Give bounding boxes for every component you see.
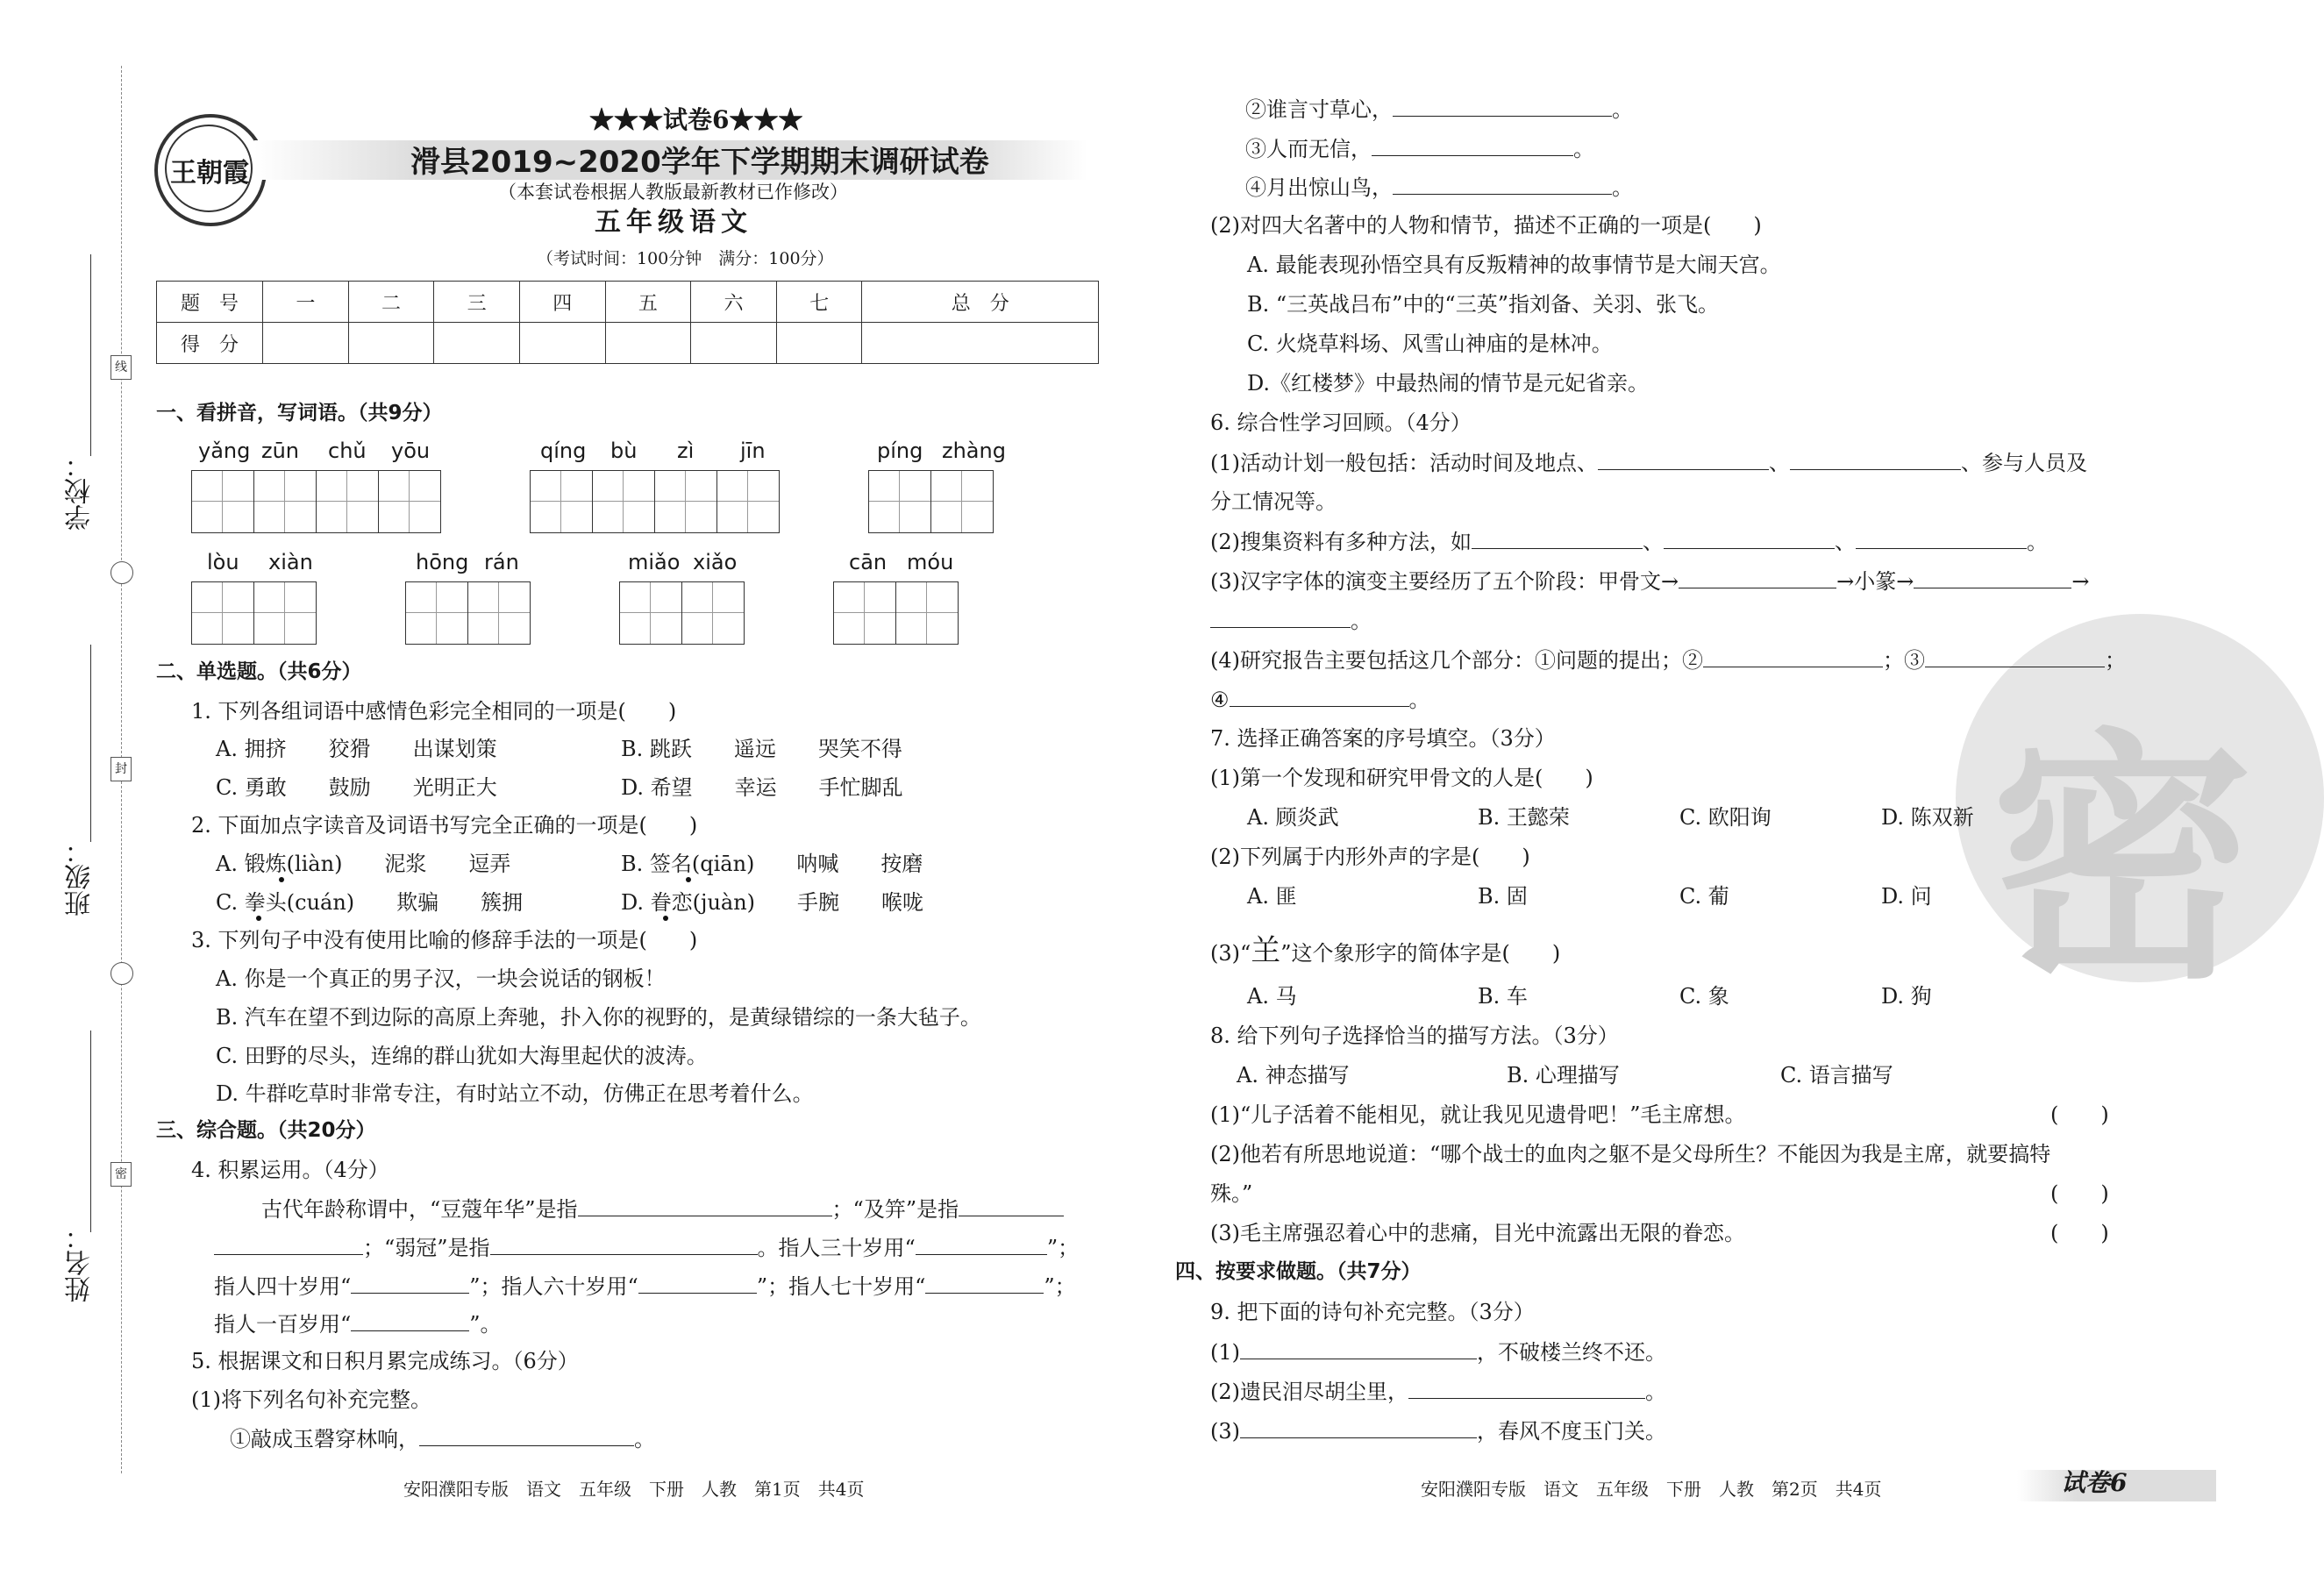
- subject-title: 五年级语文: [595, 207, 752, 238]
- pinyin-label: xiàn: [268, 550, 313, 574]
- pinyin-label: xiǎo: [693, 550, 738, 574]
- q7-part-1: (1)第一个发现和研究甲骨文的人是( ): [1210, 766, 1593, 790]
- q5-1-item-2: ②谁言寸草心， 。: [1245, 97, 1633, 122]
- writing-grid: [619, 581, 745, 645]
- emphasis-dot: [256, 916, 261, 921]
- class-label: 班级：: [65, 838, 96, 916]
- question-1: 1. 下列各组词语中感情色彩完全相同的一项是( ): [191, 699, 677, 724]
- exam-time: （考试时间：100分钟 满分：100分）: [537, 249, 834, 268]
- q9-line-2: (2)遗民泪尽胡尘里， 。: [1210, 1380, 1666, 1404]
- pinyin-label: móu: [907, 550, 954, 574]
- writing-cell[interactable]: [254, 582, 316, 644]
- series-label: ★★★试卷6★★★: [589, 105, 803, 134]
- emphasis-dot: [686, 877, 691, 882]
- answer-blank[interactable]: [1598, 450, 1769, 470]
- writing-grid: [191, 470, 441, 533]
- q6-line-4: (4)研究报告主要包括这几个部分：①问题的提出；② ；③ ；: [1210, 648, 2126, 673]
- question-3: 3. 下列句子中没有使用比喻的修辞手法的一项是( ): [191, 928, 698, 952]
- q4-line-4: 指人一百岁用“ ”。: [214, 1312, 502, 1337]
- option: D. 牛群吃草时非常专注，有时站立不动，仿佛正在思考着什么。: [216, 1081, 814, 1106]
- option: C. 语言描写: [1780, 1063, 1893, 1088]
- score-header-cell: 五: [605, 282, 691, 323]
- footer-badge: 试卷6: [2061, 1468, 2128, 1497]
- answer-blank[interactable]: [1240, 1418, 1477, 1438]
- pinyin-label: zūn: [261, 439, 300, 463]
- answer-blank[interactable]: [578, 1196, 832, 1216]
- pictograph-glyph: 𦍌: [1251, 933, 1281, 968]
- writing-grid: [868, 470, 994, 533]
- answer-blank[interactable]: [1703, 647, 1883, 667]
- pinyin-label: cān: [849, 550, 888, 574]
- q5-1-item-4: ④月出惊山鸟， 。: [1245, 175, 1633, 200]
- score-cell[interactable]: [862, 323, 1099, 364]
- score-value-row: [157, 323, 1099, 364]
- option: A. 最能表现孙悟空具有反叛精神的故事情节是大闹天宫。: [1247, 253, 1781, 277]
- writing-cell[interactable]: [869, 471, 931, 532]
- writing-cell[interactable]: [379, 471, 440, 532]
- pinyin-label: miǎo: [628, 550, 681, 574]
- watermark-char: 密: [1991, 708, 2254, 1014]
- exam-note: （本套试卷根据人教版最新教材已作修改）: [498, 182, 848, 203]
- score-header-cell: 三: [434, 282, 520, 323]
- score-header-cell: 总 分: [862, 282, 1099, 323]
- pinyin-label: rán: [484, 550, 519, 574]
- option: A. 你是一个真正的男子汉，一块会说话的钢板！: [216, 966, 666, 991]
- footer-right: 安阳濮阳专版 语文 五年级 下册 人教 第2页 共4页: [1421, 1479, 1882, 1500]
- option: C. 拳头(cuán) 欺骗 簇拥: [216, 890, 524, 915]
- option: A. 顾炎武: [1247, 805, 1339, 830]
- answer-blank[interactable]: [1925, 647, 2105, 667]
- score-cell[interactable]: [776, 323, 862, 364]
- question-9: 9. 把下面的诗句补充完整。（3分）: [1210, 1300, 1535, 1324]
- q5-1-item-3: ③人而无信， 。: [1245, 137, 1594, 161]
- pinyin-label: zhàng: [942, 439, 1006, 463]
- option: D. 希望 幸运 手忙脚乱: [621, 775, 903, 800]
- pinyin-label: qíng: [540, 439, 587, 463]
- option: A. 马: [1247, 984, 1297, 1009]
- writing-cell[interactable]: [531, 471, 593, 532]
- answer-blank[interactable]: [1230, 687, 1409, 707]
- option: B. 汽车在望不到边际的高原上奔驰，扑入你的视野的，是黄绿错综的一条大毡子。: [216, 1005, 981, 1030]
- answer-blank[interactable]: [1664, 529, 1835, 549]
- answer-blank[interactable]: [1472, 529, 1643, 549]
- q6-line-3: (3)汉字字体的演变主要经历了五个阶段：甲骨文→ →小篆→ →: [1210, 569, 2090, 594]
- option: B. 王懿荣: [1478, 805, 1570, 830]
- logo-text: 王朝霞: [170, 158, 249, 189]
- answer-blank[interactable]: [1408, 1379, 1645, 1399]
- writing-grid: [405, 581, 531, 645]
- cut-mark-secret: 密: [110, 1162, 132, 1187]
- answer-blank[interactable]: [1210, 608, 1351, 628]
- pinyin-label: chǔ: [328, 439, 367, 463]
- q4-line-1: 古代年龄称谓中，“豆蔻年华”是指 ；“及笄”是指: [261, 1196, 1064, 1223]
- emphasis-dot: [663, 916, 668, 921]
- answer-blank[interactable]: [1393, 175, 1612, 195]
- q5-part-2: (2)对四大名著中的人物和情节，描述不正确的一项是( ): [1210, 213, 1762, 238]
- school-label: 学校：: [65, 452, 96, 531]
- writing-cell[interactable]: [655, 471, 717, 532]
- writing-cell[interactable]: [254, 471, 317, 532]
- answer-paren[interactable]: ( ): [2050, 1102, 2109, 1127]
- score-cell[interactable]: [519, 323, 605, 364]
- cut-mark-line: 线: [110, 355, 132, 380]
- score-cell[interactable]: [691, 323, 777, 364]
- section-3-title: 三、综合题。（共20分）: [156, 1119, 376, 1142]
- answer-blank[interactable]: [1393, 96, 1612, 117]
- q7-part-2: (2)下列属于内形外声的字是( ): [1210, 845, 1530, 869]
- score-cell[interactable]: [605, 323, 691, 364]
- q9-line-1: (1) ，不破楼兰终不还。: [1210, 1340, 1666, 1365]
- writing-cell[interactable]: [834, 582, 896, 644]
- option: C. 火烧草料场、风雪山神庙的是林冲。: [1247, 332, 1613, 356]
- section-1-title: 一、看拼音，写词语。（共9分）: [156, 402, 443, 424]
- q4-line-2: ；“弱冠”是指 。指人三十岁用“ ”；: [214, 1235, 1079, 1261]
- option: B. 固: [1478, 884, 1528, 909]
- option: B. 签名(qiān) 呐喊 按磨: [621, 852, 923, 876]
- q8-part-2: (2)他若有所思地说道：“哪个战士的血肉之躯不是父母所生？不能因为我是主席，就要搞特: [1210, 1142, 2051, 1166]
- writing-cell[interactable]: [406, 582, 468, 644]
- score-cell[interactable]: [348, 323, 434, 364]
- answer-blank[interactable]: [1240, 1339, 1477, 1359]
- pinyin-label: píng: [877, 439, 923, 463]
- writing-cell[interactable]: [593, 471, 655, 532]
- answer-blank[interactable]: [214, 1235, 363, 1255]
- pinyin-label: lòu: [207, 550, 239, 574]
- pinyin-label: jīn: [740, 439, 766, 463]
- answer-paren[interactable]: ( ): [2050, 1221, 2109, 1245]
- answer-blank[interactable]: [959, 1196, 1064, 1216]
- writing-cell[interactable]: [896, 582, 958, 644]
- pinyin-label: bù: [610, 439, 638, 463]
- score-header-row: [157, 282, 1099, 323]
- writing-grid: [191, 581, 317, 645]
- writing-cell[interactable]: [317, 471, 379, 532]
- option: B. 车: [1478, 984, 1528, 1009]
- score-cell[interactable]: [263, 323, 349, 364]
- score-header-cell: 六: [691, 282, 777, 323]
- score-header-cell: 二: [348, 282, 434, 323]
- answer-blank[interactable]: [1679, 568, 1836, 588]
- answer-blank[interactable]: [638, 1273, 757, 1294]
- q6-line-2: (2)搜集资料有多种方法，如 、 、 。: [1210, 530, 2048, 554]
- section-2-title: 二、单选题。（共6分）: [156, 660, 362, 683]
- writing-grid: [833, 581, 959, 645]
- writing-cell[interactable]: [717, 471, 779, 532]
- option: C. 田野的尽头，连绵的群山犹如大海里起伏的波涛。: [216, 1044, 708, 1068]
- q8-part-3: (3)毛主席强忍着心中的悲痛，目光中流露出无限的眷恋。: [1210, 1221, 1745, 1245]
- writing-cell[interactable]: [931, 471, 993, 532]
- score-header-cell: 一: [263, 282, 349, 323]
- pinyin-label: zì: [677, 439, 695, 463]
- answer-blank[interactable]: [916, 1235, 1047, 1255]
- score-table: [156, 281, 1099, 364]
- option: B. 跳跃 遥远 哭笑不得: [621, 737, 902, 761]
- writing-cell[interactable]: [620, 582, 682, 644]
- q9-line-3: (3) ，春风不度玉门关。: [1210, 1419, 1666, 1444]
- option: D.《红楼梦》中最热闹的情节是元妃省亲。: [1247, 371, 1650, 396]
- logo: [154, 114, 267, 226]
- writing-cell[interactable]: [682, 582, 744, 644]
- q5-part-1: (1)将下列名句补充完整。: [191, 1387, 431, 1412]
- question-7: 7. 选择正确答案的序号填空。（3分）: [1210, 726, 1556, 751]
- pinyin-label: yǎng: [198, 439, 251, 463]
- answer-blank[interactable]: [419, 1426, 634, 1446]
- q8-part-1: (1)“儿子活着不能相见，就让我见见遗骨吧！”毛主席想。: [1210, 1102, 1746, 1127]
- score-header-cell: 题 号: [157, 282, 263, 323]
- name-label: 姓名：: [65, 1223, 96, 1302]
- answer-paren[interactable]: ( ): [2050, 1181, 2109, 1206]
- emphasis-dot: [279, 877, 284, 882]
- option: C. 勇敢 鼓励 光明正大: [216, 775, 497, 800]
- pinyin-label: hōng: [416, 550, 469, 574]
- footer-left: 安阳濮阳专版 语文 五年级 下册 人教 第1页 共4页: [403, 1479, 865, 1500]
- score-header-cell: 四: [519, 282, 605, 323]
- exam-title: 滑县2019~2020学年下学期期末调研试卷: [410, 145, 989, 180]
- option: B. “三英战吕布”中的“三英”指刘备、关羽、张飞。: [1247, 292, 1719, 317]
- answer-blank[interactable]: [351, 1311, 469, 1331]
- answer-blank[interactable]: [1914, 568, 2071, 588]
- option: A. 匪: [1247, 884, 1297, 909]
- q6-line-1: (1)活动计划一般包括：活动时间及地点、 、 、参与人员及: [1210, 451, 2087, 475]
- score-row-label: 得 分: [157, 323, 263, 364]
- question-2: 2. 下面加点字读音及词语书写完全正确的一项是( ): [191, 813, 698, 838]
- option: D. 眷恋(juàn) 手腕 喉咙: [621, 890, 924, 915]
- answer-blank[interactable]: [925, 1273, 1044, 1294]
- q6-line-3b: 。: [1210, 608, 1372, 634]
- answer-blank[interactable]: [1790, 450, 1961, 470]
- option: D. 问: [1881, 884, 1932, 909]
- answer-blank[interactable]: [490, 1235, 758, 1255]
- answer-blank[interactable]: [351, 1273, 469, 1294]
- writing-grid: [530, 470, 780, 533]
- option: C. 象: [1679, 984, 1729, 1009]
- q6-line-4b: ④ 。: [1210, 688, 1430, 712]
- question-4: 4. 积累运用。（4分）: [191, 1158, 389, 1182]
- option: D. 陈双新: [1881, 805, 1974, 830]
- option: C. 欧阳询: [1679, 805, 1772, 830]
- section-4-title: 四、按要求做题。（共7分）: [1175, 1260, 1422, 1283]
- question-6: 6. 综合性学习回顾。（4分）: [1210, 410, 1472, 435]
- writing-cell[interactable]: [468, 582, 530, 644]
- writing-cell[interactable]: [192, 471, 254, 532]
- question-5: 5. 根据课文和日积月累完成练习。（6分）: [191, 1349, 579, 1373]
- score-header-cell: 七: [776, 282, 862, 323]
- answer-blank[interactable]: [1856, 529, 2027, 549]
- option: A. 锻炼(liàn) 泥浆 逗弄: [216, 852, 511, 876]
- q4-line-3: 指人四十岁用“ ”；指人六十岁用“ ”；指人七十岁用“ ”；: [214, 1274, 1076, 1299]
- ring-icon: [110, 962, 133, 985]
- cut-mark-seal: 封: [110, 757, 132, 781]
- option: D. 狗: [1881, 984, 1932, 1009]
- q7-part-3: (3)“𦍌”这个象形字的简体字是( ): [1210, 933, 1561, 968]
- answer-blank[interactable]: [1372, 136, 1573, 156]
- writing-cell[interactable]: [192, 582, 254, 644]
- option: B. 心理描写: [1507, 1063, 1620, 1088]
- question-8: 8. 给下列句子选择恰当的描写方法。（3分）: [1210, 1023, 1619, 1048]
- q5-1-item-1: ①敲成玉磬穿林响， 。: [230, 1427, 655, 1451]
- ring-icon: [110, 561, 133, 584]
- q8-part-2b: 殊。”: [1210, 1181, 1253, 1206]
- pinyin-label: yōu: [391, 439, 431, 463]
- option: A. 拥挤 狡猾 出谋划策: [216, 737, 497, 761]
- q6-line-1b: 分工情况等。: [1210, 489, 1337, 514]
- option: C. 葡: [1679, 884, 1729, 909]
- score-cell[interactable]: [434, 323, 520, 364]
- option: A. 神态描写: [1237, 1063, 1350, 1088]
